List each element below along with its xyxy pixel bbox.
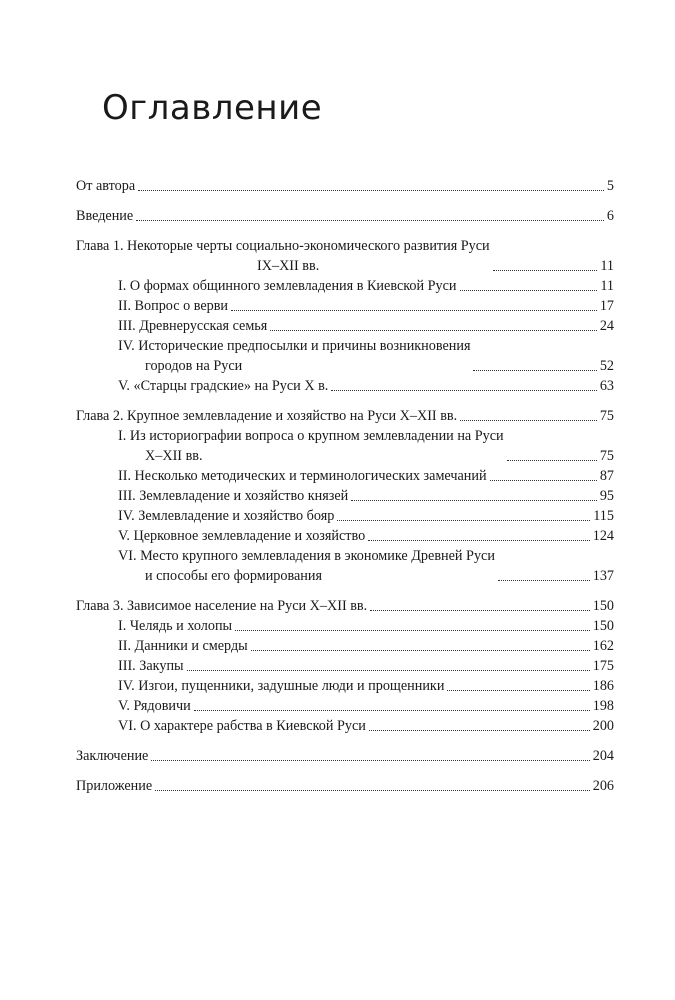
toc-page-number: 5 — [606, 178, 614, 194]
toc-entry-title-line: V. «Старцы градские» на Руси X в. — [118, 378, 329, 394]
toc-entry-title-line: IV. Землевладение и хозяйство бояр — [118, 508, 335, 524]
toc-entry-title — [118, 616, 232, 636]
dot-leader — [235, 629, 590, 631]
toc-entry[interactable] — [76, 336, 614, 376]
dot-leader — [251, 649, 590, 651]
toc-entry-title-line: VI. Место крупного землевладения в экономике Древней Руси — [118, 548, 495, 564]
toc-entry-title — [76, 206, 133, 226]
dot-leader — [138, 189, 604, 191]
dot-leader — [473, 369, 596, 371]
toc-page-number: 137 — [592, 568, 614, 584]
toc-entry-title-line: II. Данники и смерды — [118, 638, 248, 654]
toc-entry-title-line: I. Челядь и холопы — [118, 618, 233, 634]
toc-page-number: 17 — [599, 298, 614, 314]
toc-page-number: 52 — [599, 358, 614, 374]
page-title: Оглавление — [102, 88, 323, 128]
toc-page-number: 150 — [592, 618, 614, 634]
table-of-contents — [76, 176, 614, 796]
toc-page-number: 11 — [600, 258, 614, 274]
toc-entry-title — [118, 336, 470, 376]
toc-page-number: 11 — [600, 278, 614, 294]
toc-page-number: 24 — [599, 318, 614, 334]
toc-entry-title — [118, 316, 267, 336]
toc-entry-title — [76, 406, 457, 426]
toc-entry-title — [118, 376, 328, 396]
dot-leader — [331, 389, 596, 391]
dot-leader — [460, 289, 598, 291]
toc-entry[interactable] — [76, 546, 614, 586]
dot-leader — [498, 579, 590, 581]
toc-page-number: 87 — [599, 468, 614, 484]
toc-entry[interactable] — [76, 486, 614, 506]
toc-entry[interactable] — [76, 656, 614, 676]
toc-entry[interactable] — [76, 596, 614, 616]
toc-entry-title — [118, 426, 504, 466]
dot-leader — [490, 479, 597, 481]
toc-entry[interactable] — [76, 406, 614, 426]
toc-entry-title-line: Заключение — [76, 748, 149, 764]
toc-entry-title — [76, 776, 152, 796]
toc-entry[interactable] — [76, 206, 614, 226]
dot-leader — [351, 499, 597, 501]
toc-entry-title — [118, 636, 248, 656]
dot-leader — [155, 789, 590, 791]
toc-entry-title — [118, 716, 366, 736]
toc-entry-title — [118, 466, 487, 486]
dot-leader — [337, 519, 590, 521]
toc-page-number: 162 — [592, 638, 614, 654]
toc-entry[interactable] — [76, 696, 614, 716]
toc-page-number: 198 — [592, 698, 614, 714]
toc-entry[interactable] — [76, 676, 614, 696]
toc-entry-title-line: VI. О характере рабства в Киевской Руси — [118, 718, 366, 734]
toc-entry[interactable] — [76, 426, 614, 466]
toc-entry-title-line: III. Землевладение и хозяйство князей — [118, 488, 349, 504]
toc-page-number: 200 — [592, 718, 614, 734]
dot-leader — [270, 329, 597, 331]
dot-leader — [370, 609, 590, 611]
toc-entry-title — [76, 236, 490, 276]
toc-entry-title-line: Глава 3. Зависимое население на Руси X–XII вв. — [76, 598, 368, 614]
toc-entry-title-line: II. Несколько методических и терминологических замечаний — [118, 468, 487, 484]
toc-entry-title-line: городов на Руси — [145, 358, 243, 374]
toc-entry-title — [76, 596, 367, 616]
toc-entry[interactable] — [76, 746, 614, 766]
toc-entry-title — [118, 696, 191, 716]
toc-entry[interactable] — [76, 316, 614, 336]
toc-entry-title-line: Приложение — [76, 778, 153, 794]
toc-entry-title-line: Глава 2. Крупное землевладение и хозяйство на Руси X–XII вв. — [76, 408, 458, 424]
toc-entry-title-line: V. Церковное землевладение и хозяйство — [118, 528, 366, 544]
toc-entry-title — [118, 526, 365, 546]
toc-entry-title-line: I. О формах общинного землевладения в Киевской Руси — [118, 278, 457, 294]
toc-entry-title — [118, 486, 348, 506]
toc-entry-title — [118, 296, 228, 316]
toc-entry[interactable] — [76, 376, 614, 396]
dot-leader — [231, 309, 597, 311]
toc-entry-title-line: и способы его формирования — [145, 568, 323, 584]
toc-page-number: 186 — [592, 678, 614, 694]
toc-entry-title-line: X–XII вв. — [145, 448, 203, 464]
toc-entry-title — [118, 656, 184, 676]
toc-entry[interactable] — [76, 716, 614, 736]
toc-page-number: 63 — [599, 378, 614, 394]
toc-entry-title — [118, 546, 495, 586]
toc-entry-title-line: Глава 1. Некоторые черты социально-экономического развития Руси — [76, 238, 490, 254]
toc-entry[interactable] — [76, 636, 614, 656]
toc-page-number: 124 — [592, 528, 614, 544]
toc-entry[interactable] — [76, 466, 614, 486]
dot-leader — [447, 689, 589, 691]
dot-leader — [507, 459, 597, 461]
toc-entry-title — [76, 746, 148, 766]
toc-page-number: 75 — [599, 448, 614, 464]
toc-page-number: 95 — [599, 488, 614, 504]
dot-leader — [368, 539, 590, 541]
toc-page-number: 150 — [592, 598, 614, 614]
toc-entry[interactable] — [76, 296, 614, 316]
toc-entry[interactable] — [76, 506, 614, 526]
toc-entry-title — [118, 506, 334, 526]
toc-entry-title — [76, 176, 135, 196]
toc-entry-title-line: От автора — [76, 178, 136, 194]
toc-entry-title-line: I. Из историографии вопроса о крупном землевладении на Руси — [118, 428, 504, 444]
toc-entry-title — [118, 276, 457, 296]
dot-leader — [493, 269, 598, 271]
toc-entry-title-line: V. Рядовичи — [118, 698, 191, 714]
dot-leader — [151, 759, 589, 761]
toc-entry-title — [118, 676, 444, 696]
toc-page-number: 206 — [592, 778, 614, 794]
dot-leader — [369, 729, 590, 731]
toc-entry-title-line: Введение — [76, 208, 134, 224]
toc-page-number: 75 — [599, 408, 614, 424]
toc-entry[interactable] — [76, 616, 614, 636]
dot-leader — [460, 419, 597, 421]
toc-entry-title-line: IX–XII вв. — [257, 258, 320, 274]
toc-page-number: 115 — [593, 508, 614, 524]
toc-entry[interactable] — [76, 276, 614, 296]
dot-leader — [194, 709, 590, 711]
toc-entry-title-line: IV. Исторические предпосылки и причины возникновения — [118, 338, 471, 354]
toc-entry[interactable] — [76, 776, 614, 796]
toc-page-number: 6 — [606, 208, 614, 224]
toc-entry-title-line: IV. Изгои, пущенники, задушные люди и прощенники — [118, 678, 445, 694]
toc-entry-title-line: III. Закупы — [118, 658, 184, 674]
toc-entry[interactable] — [76, 526, 614, 546]
toc-entry[interactable] — [76, 176, 614, 196]
toc-entry[interactable] — [76, 236, 614, 276]
toc-entry-title-line: II. Вопрос о верви — [118, 298, 229, 314]
dot-leader — [187, 669, 590, 671]
toc-page-number: 175 — [592, 658, 614, 674]
toc-page-number: 204 — [592, 748, 614, 764]
toc-entry-title-line: III. Древнерусская семья — [118, 318, 268, 334]
dot-leader — [136, 219, 604, 221]
